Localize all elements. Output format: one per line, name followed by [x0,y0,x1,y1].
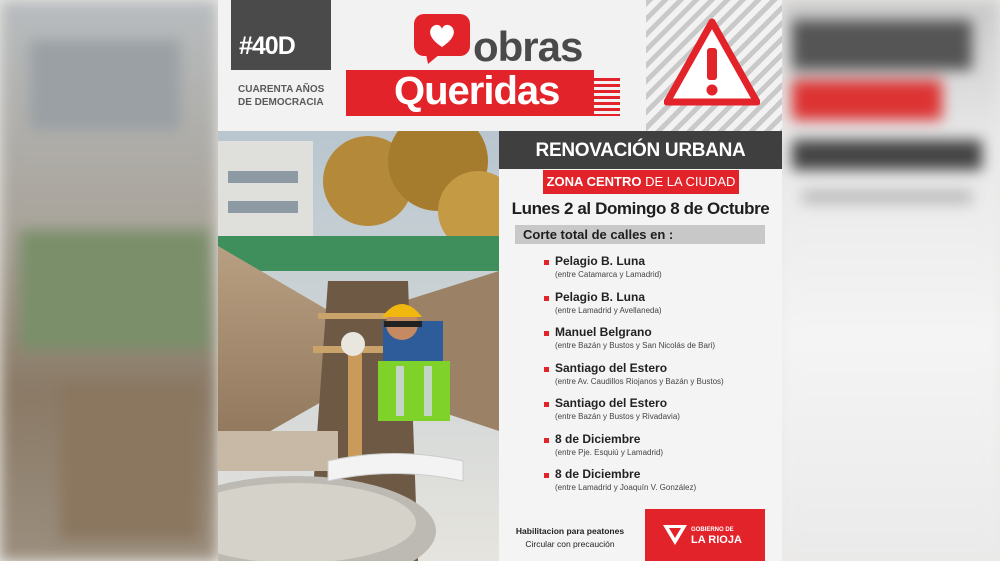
logo-stripes [594,78,620,116]
closure-heading: Corte total de calles en : [515,225,765,244]
gobierno-logo-icon [663,525,687,545]
zone-banner [543,170,739,194]
section-title: RENOVACIÓN URBANA [499,131,782,169]
poster [218,0,782,561]
pedestrian-title: Habilitacion para peatones [515,526,625,536]
street-item [544,361,774,397]
street-item [544,396,774,432]
heart-icon [414,14,470,64]
logo-word-queridas: Queridas [394,69,560,113]
bullet [544,367,549,372]
street-item [544,254,774,290]
street-name: Pelagio B. Luna [555,289,646,304]
warning-icon [664,18,760,106]
header [218,0,782,131]
bullet [544,331,549,336]
street-detail: (entre Pje. Esquiú y Lamadrid) [555,447,664,457]
background-blur-right [782,0,1000,561]
bullet [544,260,549,265]
street-item [544,432,774,468]
date-range: Lunes 2 al Domingo 8 de Octubre [511,199,770,218]
gov-line2: LA RIOJA [691,534,742,546]
pedestrian-sub: Circular con precaución [525,539,615,549]
street-item [544,467,774,503]
gov-line1: GOBIERNO DE [691,527,734,533]
warning-panel [646,0,782,131]
street-name: Santiago del Estero [555,360,668,375]
bullet [544,402,549,407]
street-item [544,290,774,326]
zone-rest: DE LA CIUDAD [641,174,736,189]
street-detail: (entre Av. Caudillos Riojanos y Bazán y Bustos) [555,376,724,386]
badge-text: #40D [239,32,295,60]
zone-bold: ZONA CENTRO [546,174,642,189]
street-detail: (entre Lamadrid y Avellaneda) [555,305,662,315]
subtitle-line2: DE DEMOCRACIA [238,97,324,108]
gobierno-logo [645,509,765,561]
subtitle-line1: CUARENTA AÑOS [238,84,325,95]
street-detail: (entre Catamarca y Lamadrid) [555,270,662,279]
street-detail: (entre Bazán y Bustos y San Nicolás de Bari) [555,341,716,350]
street-name: 8 de Diciembre [555,467,641,481]
street-name: Pelagio B. Luna [555,254,646,268]
background-blur-left [0,0,218,561]
bullet [544,296,549,301]
street-detail: (entre Lamadrid y Joaquín V. González) [555,483,697,492]
street-name: Santiago del Estero [555,396,668,410]
info-panel [499,131,782,561]
democracy-subtitle [238,83,358,109]
bullet [544,473,549,478]
street-list [544,254,774,503]
bullet [544,438,549,443]
logo-word-obras: obras [473,23,583,70]
street-detail: (entre Bazán y Bustos y Rivadavia) [555,412,680,421]
street-item [544,325,774,361]
pedestrian-notice [515,525,625,551]
street-name: 8 de Diciembre [555,431,641,446]
construction-photo [218,131,499,561]
street-name: Manuel Belgrano [555,325,652,339]
badge-40d [231,0,331,70]
